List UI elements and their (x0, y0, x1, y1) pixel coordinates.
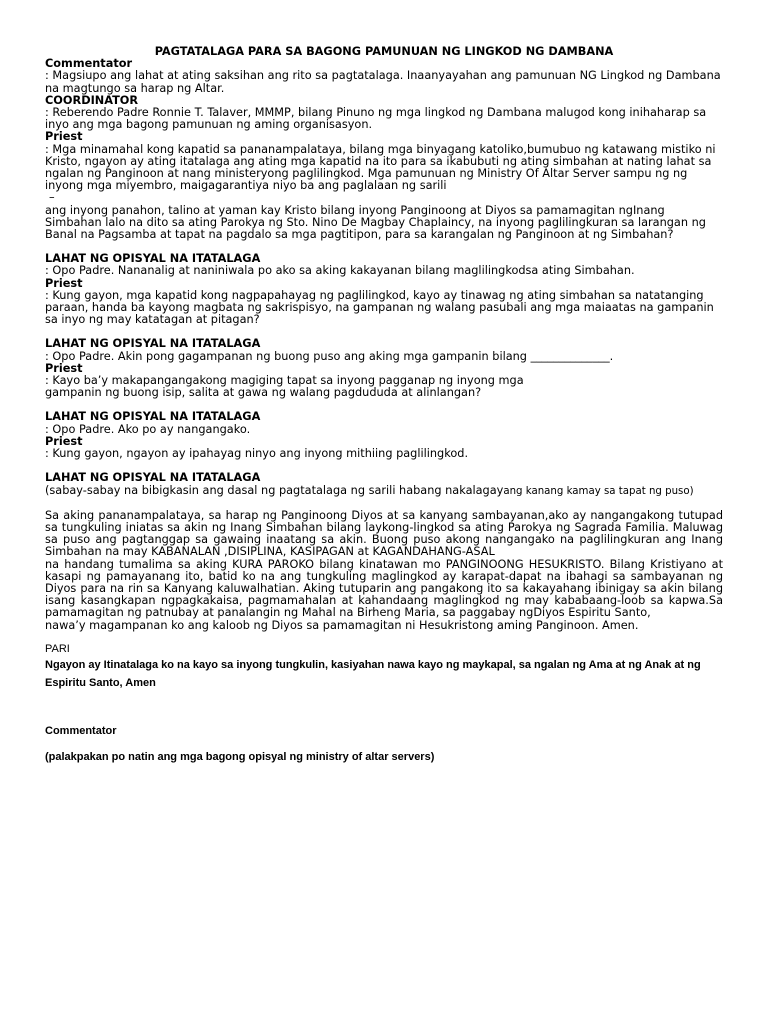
officials-text-2: : Opo Padre. Akin pong gagampanan ng buong puso ang aking mga gampanin bilang ______________. (45, 349, 614, 363)
officials-instruction (45, 485, 723, 498)
priest-text-3a: : Kayo ba’y makapangangakong magiging tapat sa inyong pagganap ng inyong mga (45, 374, 524, 388)
speaker-label-commentator-2: Commentator (45, 724, 117, 737)
officials-text-1: : Opo Padre. Nananalig at naniniwala po ako sa aking kakayanan bilang maglilingkodsa ating Simbahan. (45, 264, 635, 278)
instruction-part-1: (sabay-sabay na bibigkasin ang dasal ng pagtatalaga ng sarili habang nakalagay (45, 483, 504, 497)
priest-text-1b: ang inyong panahon, talino at yaman kay Kristo bilang inyong Panginoong at Diyos sa pamamagitan ngInang Simbahan lalo na dito sa ating Parokya ng Sto. Nino De Magbay Chaplaincy, na inyong paglilingkuran sa larangan ng Banal na Pagsamba at tapat na pagdalo sa mga pagtitipon, para sa karangalan ng Panginoon at ng Simbahan? (45, 203, 706, 242)
instruction-part-2: ang kanang kamay sa tapat ng puso) (503, 485, 694, 497)
speaker-label-officials: LAHAT NG OPISYAL NA ITATALAGA (45, 337, 261, 351)
document-title: PAGTATALAGA PARA SA BAGONG PAMUNUAN NG LINGKOD NG DAMBANA (154, 45, 614, 58)
speaker-label-officials: LAHAT NG OPISYAL NA ITATALAGA (45, 410, 261, 424)
document-page (45, 46, 723, 766)
priest-text-3b: gampanin ng buong isip, salita at gawa ng walang pagdududa at alinlangan? (45, 386, 482, 400)
commentator-text: : Magsiupo ang lahat at ating saksihan ang rito sa pagtatalaga. Inaanyayahan ang pamunuan NG Lingkod ng Dambana na magtungo sa harap ng Altar. (45, 69, 721, 95)
coordinator-text: : Reberendo Padre Ronnie T. Talaver, MMMP, bilang Pinuno ng mga lingkod ng Dambana malugod kong inihaharap sa inyo ang mga bagong pamunuan ng aming organisasyon. (45, 106, 707, 132)
officials-text-3: : Opo Padre. Ako po ay nangangako. (45, 422, 251, 436)
speaker-label-commentator: Commentator (45, 57, 133, 71)
speaker-label-coordinator: COORDINATOR (45, 93, 139, 107)
speaker-label-priest: Priest (45, 276, 83, 290)
speaker-label-priest: Priest (45, 130, 83, 144)
pari-text: Ngayon ay Itinatalaga ko na kayo sa inyong tungkulin, kasiyahan nawa kayo ng maykapal, sa ngalan ng Ama at ng Anak at ng Espiritu Santo, Amen (45, 658, 701, 689)
priest-text-2: : Kung gayon, mga kapatid kong nagpapahayag ng paglilingkod, kayo ay tinawag ng ating simbahan sa natatanging paraan, handa ba kayong magbata ng sakrispisyo, na gampanan ng walang pasubali ang mga maiaatas na gampanin sa inyo ng may katatagan at pitagan? (45, 288, 714, 327)
priest-text-4: : Kung gayon, ngayon ay ipahayag ninyo ang inyong mithiing paglilingkod. (45, 447, 469, 461)
oath-paragraph-1: Sa aking pananampalataya, sa harap ng Panginoong Diyos at sa kanyang sambayanan,ako ay nangangakong tutupad sa tungkuling iniatas sa akin ng Inang Simbahan bilang laykong-lingkod sa ating Parokya ng Sagrada Familia. Maluwag sa puso ang pagtanggap sa gawaing inaatang sa akin. Buong puso akong nangangako na paglilingkuran ang Inang Simbahan na may KABANALAN ,DISIPLINA, KASIPAGAN at KAGANDAHANG-ASAL (45, 508, 723, 559)
oath-paragraph-2: na handang tumalima sa aking KURA PAROKO bilang kinatawan mo PANGINOONG HESUKRISTO. Bilang Kristiyano at kasapi ng pamayanang ito, batid ko na ang tungkuling maglingkod ay karapat-dapat na ibahagi sa sambayanan ng Diyos para na rin sa Kanyang kaluwalhatian. Aking tutuparin ang pangakong ito sa kakayahang ibinigay sa akin bilang isang kasangkapan ngpagkakaisa, pagmamahalan at kahandaang maglingkod ng may kababaang-loob sa kapwa.Sa pamamagitan ng patnubay at panalangin ng Mahal na Birheng Maria, sa paggabay ngDiyos Espiritu Santo, (45, 557, 723, 620)
speaker-label-priest: Priest (45, 434, 83, 448)
oath-paragraph-3: nawa’y magampanan ko ang kaloob ng Diyos sa pamamagitan ni Hesukristong aming Panginoon. Amen. (45, 618, 639, 632)
speaker-label-officials: LAHAT NG OPISYAL NA ITATALAGA (45, 252, 261, 266)
speaker-label-pari: PARI (45, 642, 70, 655)
speaker-label-priest: Priest (45, 361, 83, 375)
closing-instruction: (palakpakan po natin ang mga bagong opisyal ng ministry of altar servers) (45, 750, 435, 763)
priest-text-1: : Mga minamahal kong kapatid sa pananampalataya, bilang mga binyagang katoliko,bumubuo ng katawang mistiko ni Kristo, ngayon ay ating itatalaga ang ating mga kapatid na ito para sa ikabubuti ng ating simbahan at nating lahat sa ngalan ng Panginoon at nang ministeryong paglilingkod. Mga pamunuan ng Ministry Of Altar Server sampu ng ng inyong mga miyembro, maigagarantiya niyo ba ang paglalaan ng sarili (45, 142, 716, 193)
dash-mark: – (49, 191, 55, 205)
speaker-label-officials: LAHAT NG OPISYAL NA ITATALAGA (45, 471, 261, 485)
